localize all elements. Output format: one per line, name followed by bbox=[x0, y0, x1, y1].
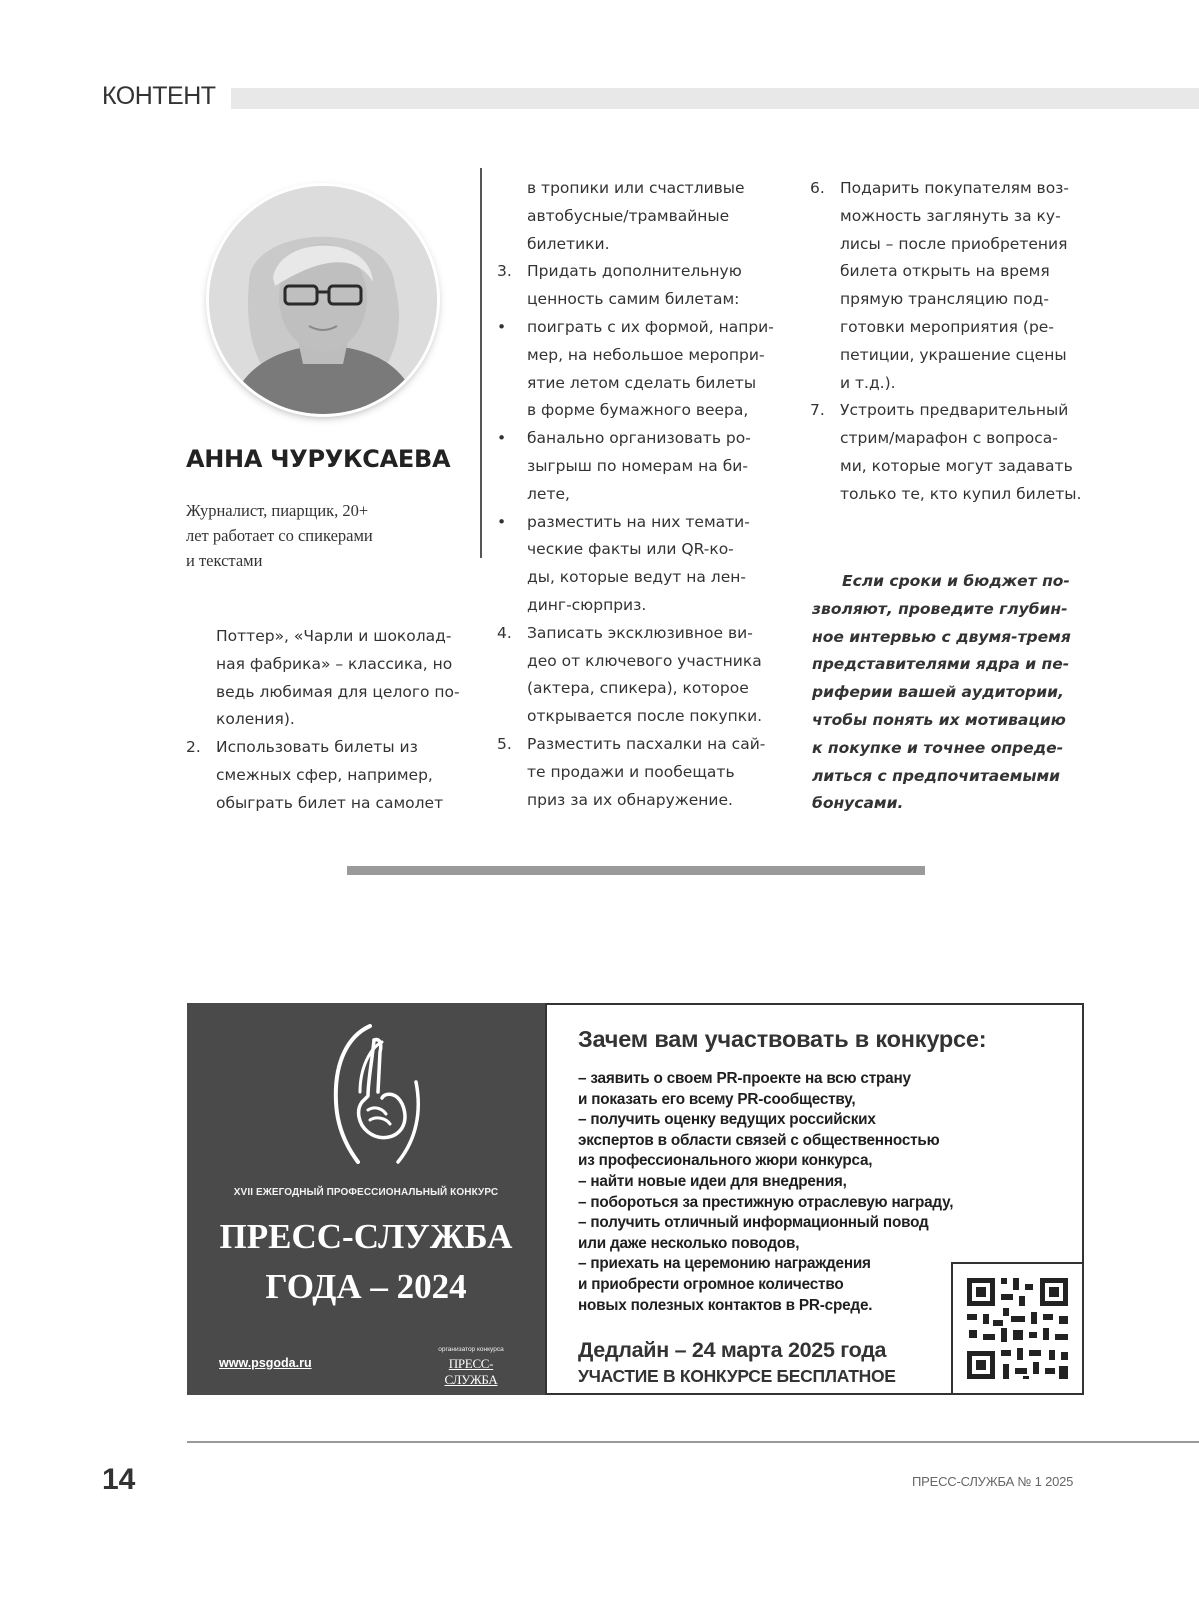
text-line: Записать эксклюзивное ви- bbox=[527, 623, 753, 642]
text-line: ная фабрика» – классика, но bbox=[216, 654, 453, 673]
text-column-3 bbox=[810, 175, 1087, 509]
text-line: и т.д.). bbox=[840, 373, 896, 392]
callout-line: литься с предпочитаемыми bbox=[812, 766, 1060, 785]
ad-url-link[interactable]: www.psgoda.ru bbox=[219, 1356, 312, 1370]
author-bio-line: Журналист, пиарщик, 20+ bbox=[186, 501, 369, 520]
author-portrait bbox=[209, 186, 437, 414]
bullet-marker: • bbox=[497, 429, 507, 448]
list-item bbox=[497, 258, 774, 314]
continued-text bbox=[497, 175, 774, 258]
text-line: динг-сюрприз. bbox=[527, 595, 647, 614]
text-line: разместить на них темати- bbox=[527, 512, 750, 531]
list-item bbox=[186, 734, 461, 817]
footer-rule bbox=[187, 1441, 1199, 1443]
list-marker: 6. bbox=[810, 179, 825, 197]
text-line: стрим/марафон с вопроса- bbox=[840, 429, 1058, 448]
text-line: ми, которые могут задавать bbox=[840, 456, 1073, 475]
header-bar bbox=[231, 88, 1199, 109]
ad-list-line: новых полезных контактов в PR-среде. bbox=[578, 1296, 873, 1314]
text-line: прямую трансляцию под- bbox=[840, 290, 1049, 309]
text-line: только те, кто купил билеты. bbox=[840, 484, 1082, 503]
text-line: билетики. bbox=[527, 234, 610, 253]
ad-list-line: – приехать на церемонию награждения bbox=[578, 1255, 871, 1273]
callout-line: чтобы понять их мотивацию bbox=[812, 710, 1066, 729]
text-column-2 bbox=[497, 175, 774, 814]
text-line: Использовать билеты из bbox=[216, 738, 418, 757]
list-item bbox=[810, 175, 1087, 397]
list-marker: 5. bbox=[497, 734, 512, 753]
bullet-marker: • bbox=[497, 512, 507, 531]
bullet-item bbox=[497, 509, 774, 620]
author-name: АННА ЧУРУКСАЕВА bbox=[186, 445, 451, 473]
section-separator bbox=[347, 866, 925, 875]
text-line: мер, на небольшое меропри- bbox=[527, 345, 765, 364]
ad-list-line: – найти новые идеи для внедрения, bbox=[578, 1172, 847, 1190]
text-line: лисы – после приобретения bbox=[840, 234, 1068, 253]
list-marker: 4. bbox=[497, 623, 512, 642]
text-line: (актера, спикера), которое bbox=[527, 679, 749, 698]
list-marker: 2. bbox=[186, 738, 201, 757]
text-line: петиции, украшение сцены bbox=[840, 345, 1067, 364]
list-item bbox=[810, 397, 1087, 508]
organizer-caption: организатор конкурса bbox=[438, 1346, 504, 1353]
callout-line: Если сроки и бюджет по- bbox=[842, 572, 1070, 590]
text-line: поиграть с их формой, напри- bbox=[527, 317, 774, 336]
text-line: открывается после покупки. bbox=[527, 707, 763, 726]
list-marker: 3. bbox=[497, 262, 512, 281]
ad-title-line: ГОДА – 2024 bbox=[265, 1267, 467, 1306]
text-line: зыгрыш по номерам на би- bbox=[527, 456, 748, 475]
text-line: обыграть билет на самолет bbox=[216, 793, 444, 812]
text-line: в форме бумажного веера, bbox=[527, 401, 749, 420]
text-line: Устроить предварительный bbox=[840, 401, 1069, 420]
list-marker: 7. bbox=[810, 401, 825, 420]
text-line: Придать дополнительную bbox=[527, 262, 742, 281]
text-line: смежных сфер, например, bbox=[216, 765, 433, 784]
ad-title bbox=[187, 1212, 545, 1312]
text-line: Разместить пасхалки на сай- bbox=[527, 734, 766, 753]
text-line: те продажи и пообещать bbox=[527, 762, 735, 781]
text-line: ценность самим билетам: bbox=[527, 290, 740, 309]
text-column-1 bbox=[186, 623, 461, 818]
text-line: приз за их обнаружение. bbox=[527, 790, 733, 809]
ad-title-line: ПРЕСС-СЛУЖБА bbox=[219, 1217, 513, 1256]
hand-logo-icon bbox=[312, 1022, 432, 1172]
text-line: ды, которые ведут на лен- bbox=[527, 568, 746, 587]
ad-heading: Зачем вам участвовать в конкурсе: bbox=[578, 1026, 987, 1052]
bullet-item bbox=[497, 425, 774, 508]
callout-line: риферии вашей аудитории, bbox=[812, 683, 1064, 702]
ad-list-line: – получить отличный информационный повод bbox=[578, 1214, 929, 1232]
ad-list-line: – получить оценку ведущих российских bbox=[578, 1111, 876, 1129]
ad-kicker: XVII ЕЖЕГОДНЫЙ ПРОФЕССИОНАЛЬНЫЙ КОНКУРС bbox=[233, 1187, 499, 1198]
ad-list-line: и показать его всему PR-сообществу, bbox=[578, 1090, 856, 1108]
callout-line: бонусами. bbox=[812, 794, 904, 813]
text-line: лете, bbox=[527, 484, 570, 503]
callout-line: представителями ядра и пе- bbox=[812, 655, 1070, 674]
ad-list-line: экспертов в области связей с общественностью bbox=[578, 1131, 940, 1149]
text-line: Подарить покупателям воз- bbox=[840, 179, 1070, 197]
page-number: 14 bbox=[102, 1463, 136, 1496]
callout-text bbox=[812, 568, 1087, 818]
bullet-item bbox=[497, 314, 774, 425]
text-line: банально организовать ро- bbox=[527, 429, 751, 448]
callout-line: к покупке и точнее опреде- bbox=[812, 738, 1064, 757]
qr-code-icon[interactable] bbox=[951, 1262, 1084, 1395]
author-bio bbox=[186, 498, 426, 573]
ad-list-line: – заявить о своем PR-проекте на всю страну bbox=[578, 1070, 911, 1087]
text-line: автобусные/трамвайные bbox=[527, 206, 730, 225]
list-item bbox=[497, 731, 774, 814]
text-line: коления). bbox=[216, 710, 295, 729]
ad-list-line: и приобрести огромное количество bbox=[578, 1275, 844, 1293]
column-rule bbox=[480, 168, 482, 558]
ad-list-line: из профессионального жюри конкурса, bbox=[578, 1152, 873, 1170]
continued-text bbox=[186, 623, 461, 734]
bullet-marker: • bbox=[497, 317, 507, 336]
ad-free-participation: УЧАСТИЕ В КОНКУРСЕ БЕСПЛАТНОЕ bbox=[578, 1366, 896, 1386]
author-bio-line: и текстами bbox=[186, 551, 263, 570]
author-bio-line: лет работает со спикерами bbox=[186, 526, 373, 545]
text-line: можность заглянуть за ку- bbox=[840, 206, 1061, 225]
text-line: ятие летом сделать билеты bbox=[527, 373, 757, 392]
text-line: готовки мероприятия (ре- bbox=[840, 317, 1054, 336]
list-item bbox=[497, 620, 774, 731]
ad-divider bbox=[545, 1003, 547, 1395]
text-line: ведь любимая для целого по- bbox=[216, 682, 460, 701]
callout-line: ное интервью с двумя-тремя bbox=[812, 627, 1071, 646]
ad-deadline: Дедлайн – 24 марта 2025 года bbox=[578, 1338, 887, 1362]
ad-list-line: или даже несколько поводов, bbox=[578, 1234, 800, 1252]
organizer-name: ПРЕСС-СЛУЖБА bbox=[444, 1356, 498, 1387]
magazine-issue: ПРЕСС-СЛУЖБА № 1 2025 bbox=[912, 1474, 1074, 1489]
callout-line: зволяют, проведите глубин- bbox=[812, 599, 1068, 618]
text-line: Поттер», «Чарли и шоколад- bbox=[216, 627, 452, 645]
section-label: КОНТЕНТ bbox=[102, 82, 216, 110]
text-line: в тропики или счастливые bbox=[527, 179, 745, 197]
ad-list-line: – побороться за престижную отраслевую награду, bbox=[578, 1193, 954, 1211]
text-line: део от ключевого участника bbox=[527, 651, 762, 670]
text-line: ческие факты или QR-ко- bbox=[527, 540, 734, 559]
text-line: билета открыть на время bbox=[840, 262, 1050, 281]
